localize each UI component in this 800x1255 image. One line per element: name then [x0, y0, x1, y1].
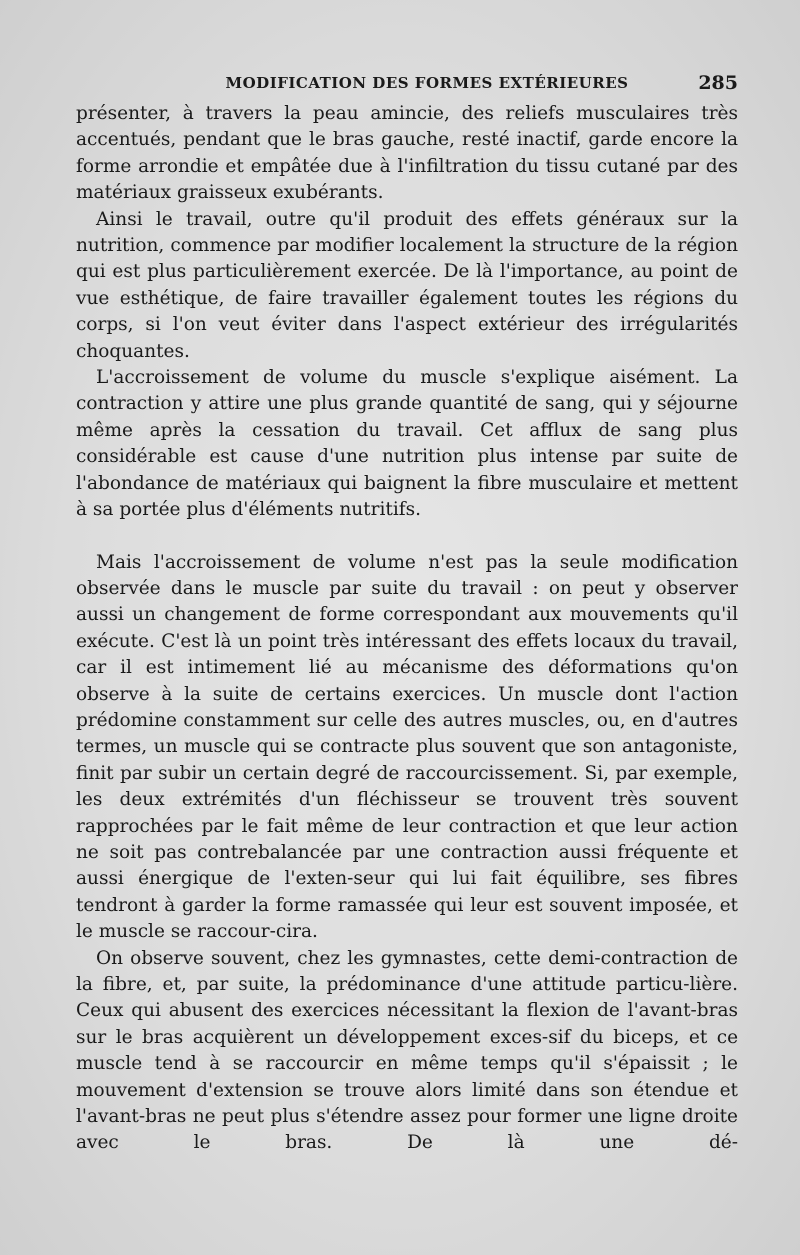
text-line: cutané par des matériaux graisseux exubérants. — [76, 155, 738, 204]
text-line: plus considérable est cause d'une nutrition plus intense par suite — [76, 419, 738, 468]
text-line: contraction y attire une plus grande quantité de sang, qui y — [76, 393, 650, 415]
running-head — [76, 74, 738, 98]
text-line: présenter, à travers la peau amincie, des reliefs musculaires — [76, 103, 690, 124]
running-head-title: MODIFICATION DES FORMES EXTÉRIEURES — [225, 74, 629, 92]
text-line: au point de vue esthétique, de faire travailler également toutes — [76, 261, 738, 309]
paragraph — [76, 946, 738, 1157]
text-line: séjourne même après la cessation du travail. Cet afflux de sang — [76, 393, 738, 441]
paragraph — [76, 365, 738, 523]
text-line: cira. — [275, 921, 318, 943]
paragraph — [76, 207, 738, 365]
text-line: locaux du travail, car il est intimement lié au mécanisme des — [76, 630, 738, 679]
text-line: temps qu'il s'épaissit ; le mouvement d'extension se trouve alors — [76, 1053, 738, 1101]
paragraph-gap — [76, 524, 738, 550]
text-line: raccourcissement. Si, par exemple, les deux extrémités d'un — [76, 762, 738, 811]
paragraph — [76, 550, 738, 946]
text-line: Ainsi le travail, outre qu'il produit des effets généraux sur la — [96, 208, 738, 230]
text-line: encore la forme arrondie et empâtée due à l'infiltration du tissu — [76, 129, 739, 177]
text-line: l'avant-bras sur le bras acquièrent un développement exces- — [76, 1000, 738, 1048]
text-line: limité dans son étendue et l'avant-bras ne peut plus s'étendre — [76, 1079, 738, 1128]
paragraph — [76, 101, 738, 207]
text-line: Mais l'accroissement de volume n'est pas la seule modification — [96, 551, 738, 573]
text-line: très accentués, pendant que le bras gauche, resté inactif, garde — [76, 103, 739, 151]
text-line: lière. Ceux qui abusent des exercices nécessitant la flexion de — [76, 974, 738, 1022]
text-line: assez pour former une ligne droite avec le bras. De là une dé- — [76, 1106, 738, 1154]
text-line: ramassée qui leur est souvent imposée, et le muscle se raccour- — [76, 894, 738, 943]
text-line: On observe souvent, chez les gymnastes, cette demi-contraction — [96, 947, 709, 969]
text-line: de l'abondance de matériaux qui baignent la fibre musculaire et — [76, 446, 738, 494]
text-line: muscle dont l'action prédomine constamment sur celle des autres — [76, 683, 738, 731]
text-line: les régions du corps, si l'on veut éviter dans l'aspect extérieur — [76, 287, 738, 336]
text-line: L'accroissement de volume du muscle s'explique aisément. La — [96, 367, 738, 389]
text-line: par une contraction aussi fréquente et aussi énergique de l'exten- — [76, 841, 738, 890]
text-line: mettent à sa portée plus d'éléments nutritifs. — [76, 472, 738, 521]
text-line: déformations qu'on observe à la suite de certains exercices. Un — [76, 657, 738, 705]
body-text — [76, 101, 738, 1157]
text-line: nutrition, commence par modifier localement la structure de la — [76, 235, 672, 257]
text-line: observée dans le muscle par suite du travail : on peut y observer — [76, 577, 738, 599]
text-line: souvent que son antagoniste, finit par subir un certain degré de — [76, 736, 738, 784]
text-line: sif du biceps, et ce muscle tend à se raccourcir en même — [76, 1026, 739, 1075]
text-line: de la fibre, et, par suite, la prédominance d'une attitude particu- — [76, 947, 738, 995]
text-line: fléchisseur se trouvent très souvent rapprochées par le fait même — [76, 789, 738, 837]
text-line: muscles, ou, en d'autres termes, un muscle qui se contracte plus — [76, 709, 738, 758]
page-number: 285 — [698, 72, 738, 94]
text-line: des irrégularités choquantes. — [76, 314, 738, 362]
text-line: aussi un changement de forme correspondant aux mouvements — [76, 604, 690, 626]
text-line: région qui est plus particulièrement exercée. De là l'importance, — [76, 235, 738, 283]
text-line: qu'il exécute. C'est là un point très intéressant des effets — [76, 604, 738, 652]
text-line: seur qui lui fait équilibre, ses fibres tendront à garder la forme — [76, 868, 738, 916]
text-line: de leur contraction et que leur action ne soit pas contrebalancée — [76, 815, 738, 863]
